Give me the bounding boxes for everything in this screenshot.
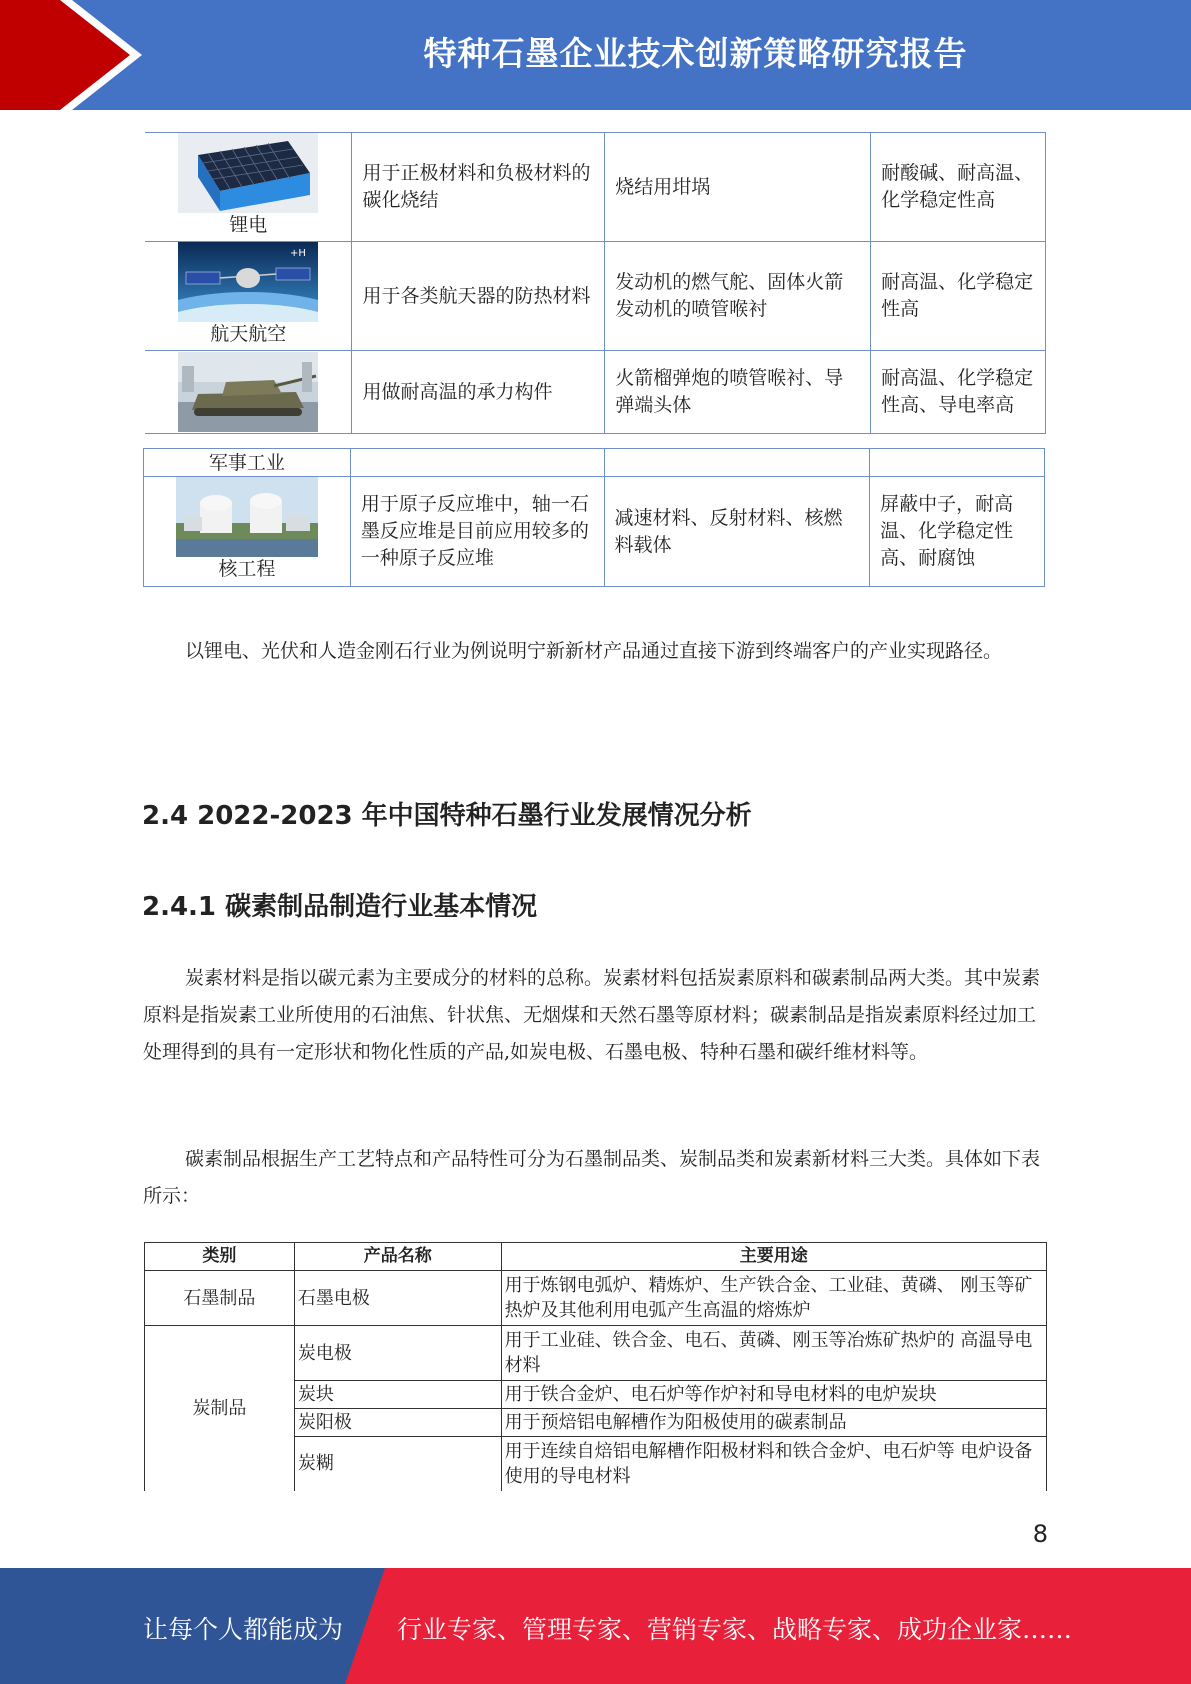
use-cell: 用于原子反应堆中，轴一石墨反应堆是目前应用较多的一种原子反应堆 xyxy=(350,477,604,587)
product-name-cell: 炭阳极 xyxy=(294,1409,501,1437)
product-name-cell: 炭电极 xyxy=(294,1326,501,1381)
nuclear-plant-image xyxy=(176,477,318,557)
column-header: 类别 xyxy=(145,1243,295,1271)
property-cell: 耐高温、化学稳定性高、导电率高 xyxy=(871,351,1046,434)
svg-text:+H: +H xyxy=(290,248,307,259)
row-label: 核工程 xyxy=(218,558,276,580)
tank-image xyxy=(178,352,318,432)
product-cell: 减速材料、反射材料、核燃料载体 xyxy=(604,477,870,587)
product-cell: 烧结用坩埚 xyxy=(605,133,871,242)
table-row xyxy=(145,133,1046,242)
image-cell xyxy=(144,477,351,587)
product-cell: 发动机的燃气舵、固体火箭发动机的喷管喉衬 xyxy=(605,242,871,351)
page-footer xyxy=(0,1568,1191,1684)
property-cell xyxy=(870,449,1045,477)
product-name-cell: 炭块 xyxy=(294,1381,501,1409)
category-cell: 石墨制品 xyxy=(145,1271,295,1326)
page-number: 8 xyxy=(1032,1520,1048,1548)
product-cell: 火箭榴弹炮的喷管喉衬、导弹端头体 xyxy=(605,351,871,434)
usage-cell: 用于炼钢电弧炉、精炼炉、生产铁合金、工业硅、黄磷、 刚玉等矿热炉及其他利用电弧产生高温的熔炼炉 xyxy=(501,1271,1046,1326)
use-cell xyxy=(350,449,604,477)
usage-cell: 用于铁合金炉、电石炉等作炉衬和导电材料的电炉炭块 xyxy=(501,1381,1046,1409)
row-label: 军事工业 xyxy=(144,449,351,477)
footer-slogan-left: 让每个人都能成为 xyxy=(143,1615,344,1644)
table-row xyxy=(144,449,1045,477)
section-heading-2-4: 2.4 2022-2023 年中国特种石墨行业发展情况分析 xyxy=(142,801,752,831)
use-cell: 用于正极材料和负极材料的碳化烧结 xyxy=(352,133,605,242)
paragraph-lithium-path: 以锂电、光伏和人造金刚石行业为例说明宁新新材产品通过直接下游到终端客户的产业实现路径。 xyxy=(185,640,1003,662)
application-table xyxy=(145,132,1046,434)
table-header-row xyxy=(145,1243,1047,1271)
use-cell: 用于各类航天器的防热材料 xyxy=(352,242,605,351)
property-cell: 屏蔽中子，耐高温、化学稳定性高、耐腐蚀 xyxy=(870,477,1045,587)
application-table-continued xyxy=(143,448,1045,587)
row-label: 锂电 xyxy=(229,214,268,236)
usage-cell: 用于预焙铝电解槽作为阳极使用的碳素制品 xyxy=(501,1409,1046,1437)
battery-image xyxy=(178,133,318,213)
use-cell: 用做耐高温的承力构件 xyxy=(352,351,605,434)
property-cell: 耐高温、化学稳定性高 xyxy=(871,242,1046,351)
page-header xyxy=(0,0,1191,110)
spacecraft-image xyxy=(178,242,318,322)
table-row xyxy=(145,1326,1047,1381)
image-cell xyxy=(145,242,352,351)
usage-cell: 用于工业硅、铁合金、电石、黄磷、刚玉等冶炼矿热炉的 高温导电材料 xyxy=(501,1326,1046,1381)
product-table xyxy=(144,1242,1047,1491)
section-heading-2-4-1: 2.4.1 碳素制品制造行业基本情况 xyxy=(142,892,538,922)
product-name-cell: 石墨电极 xyxy=(294,1271,501,1326)
column-header: 产品名称 xyxy=(294,1243,501,1271)
paragraph-carbon-materials: 炭素材料是指以碳元素为主要成分的材料的总称。炭素材料包括炭素原料和碳素制品两大类。其中炭素原料是指炭素工业所使用的石油焦、针状焦、无烟煤和天然石墨等原材料；碳素制品是指炭素原料经过加工处理得到的具有一定形状和物化性质的产品,如炭电极、石墨电极、特种石墨和碳纤维材料等。 xyxy=(143,967,1041,1063)
row-label: 航天航空 xyxy=(210,323,287,345)
image-cell xyxy=(145,351,352,434)
product-cell xyxy=(604,449,870,477)
table-row xyxy=(145,351,1046,434)
paragraph-carbon-products: 碳素制品根据生产工艺特点和产品特性可分为石墨制品类、炭制品类和炭素新材料三大类。具体如下表所示： xyxy=(143,1148,1041,1207)
usage-cell: 用于连续自焙铝电解槽作阳极材料和铁合金炉、电石炉等 电炉设备使用的导电材料 xyxy=(501,1437,1046,1491)
table-row xyxy=(145,242,1046,351)
footer-slogan-right: 行业专家、管理专家、营销专家、战略专家、成功企业家…… xyxy=(397,1615,1073,1644)
table-row xyxy=(145,1271,1047,1326)
table-row xyxy=(144,477,1045,587)
report-title: 特种石墨企业技术创新策略研究报告 xyxy=(423,34,968,73)
product-name-cell: 炭糊 xyxy=(294,1437,501,1491)
column-header: 主要用途 xyxy=(501,1243,1046,1271)
header-red-chevron xyxy=(0,0,150,110)
property-cell: 耐酸碱、耐高温、化学稳定性高 xyxy=(871,133,1046,242)
image-cell xyxy=(145,133,352,242)
category-cell: 炭制品 xyxy=(145,1326,295,1491)
